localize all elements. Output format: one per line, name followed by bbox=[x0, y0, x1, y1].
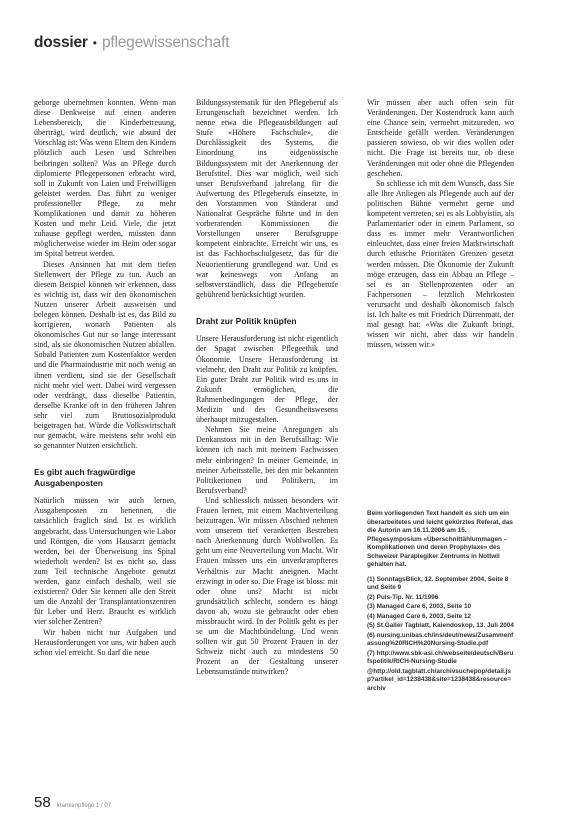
paragraph: Und schliesslich müssen besonders wir Frauen lernen, mit einem Machtverteilung beizutragen. Wir müssen Abschied nehmen vom unserem tief verankerten Bestreben nach Anerkennung durch Wohlwollen. Es geht um eine Neuverteilung von Macht. Wir Frauen müssen uns ein unverkrampfteres Verhältnis zur Macht aneignen. Macht erzwingt in oder so. Die Frage ist bloss: mit oder ohne uns? Macht ist nicht grundsätzlich schlecht, sondern es hängt davon ab, wozu sie gebraucht oder eben missbraucht wird. In der Politik geht es per se um die Machtbündelung. Und wenn sollten wir gut 50 Prozent Frauen in der Schweiz nicht auch zu mindestens 50 Prozent an der Gestaltung unserer Lebensumstände mitwirken? bbox=[196, 495, 338, 677]
page-header bbox=[34, 34, 454, 54]
footnote-item: (5) St.Galler Tagblatt, Kaiendoskop, 13. Juli 2004 bbox=[367, 622, 514, 629]
footnote-item: (1) SonntagsBlick, 12. September 2004, Seite 8 und Seite 9 bbox=[367, 575, 509, 591]
paragraph: Nehmen Sie meine Anregungen als Denkanstoss mit in den Berufsalltag: Wie können ich nach mit meinem Fachwissen mehr einbringen? In meiner Gemeinde, in meiner Arbeitsstelle, bei den mir bekannten Politikerinnen und Politikern, im Berufsverband? bbox=[196, 425, 338, 495]
paragraph: Dieses Ansinnen hat mit dem tiefen Stellenwert der Pflege zu tun. Auch an diesem Beispiel können wir erkennen, dass es wichtig ist, dass wir den ökonomischen Nutzen unserer Arbeit ausweisen und belegen können. Deshalb ist es, das Bild zu korrigieren, wonach Patienten als ökonomisches Gut nur so lange interessant sind, als sie ökonomischen Nutzen abfallen. Sobald Patienten zum Kostenfaktor werden und die Pharmaindustrie mit noch wenig an ihnen verdient, sind sie der Gesellschaft nicht mehr viel wert. Dabei wird vergessen oder verdrängt, dass dieselbe Patientin, derselbe Kranke oft in den früheren Jahren sehr viel zum Bruttosozialprodukt beigetragen hat. Würde die Volkswirtschaft nur gemacht, wäre meistens sehr wohl ein so genannter Nutzen ersichtlich. bbox=[34, 259, 176, 451]
paragraph: Natürlich müssen wir auch lernen, Ausgabenposten zu benennen, die tatsächlich fraglich sind. Ist es wirklich angebracht, dass Untersuchungen wie Labor und Röntgen, die vom Hausarzt gemacht werden, bei der Überweisung ins Spital wiederholt werden? Ist es nicht so, dass zum Teil technische Angebote genutzt werden, ganz einfach deshalb, weil sie existieren? Oder Sie kennen alle den Streit um die Anzahl der Transplantationszentren für Leber und Herz. Braucht es wirklich vier solcher Zentren? bbox=[34, 496, 176, 627]
page-footer bbox=[34, 794, 334, 810]
footnote-list bbox=[367, 576, 514, 694]
section-label: dossier bbox=[34, 34, 88, 51]
footnote-item: (6) nursing.unibas.ch/ins/deut/news/Zusammenfassung%20RICH%20Nursing-Studie.pdf bbox=[367, 631, 514, 647]
subheading: Es gibt auch fragwürdige Ausgabenposten bbox=[34, 467, 136, 488]
footnote-item: (3) Managed Care 6, 2003, Seite 10 bbox=[367, 603, 472, 610]
footnote-item: @http://old.tagblatt.ch/archivsuchepop/detail.jsp?artikel_id=1238438&site=1238438&resource=archiv bbox=[367, 667, 512, 692]
footnote-item: (2) Puls-Tip. Nr. 11/1996 bbox=[367, 593, 439, 601]
paragraph: Wir haben nicht nur Aufgaben und Herausforderungen vor uns, wir haben auch schon viel erreicht. So darf die neue bbox=[34, 627, 176, 657]
paragraph: So schliesse ich mit dem Wunsch, dass Sie alle Ihre Anliegen als Pflegende auch auf der politischen Bühne vermehrt gerne und kompetent vertreten, sei es als Lobbyistin, als Parlamentarier oder in einem Parlament, so dass es immer mehr Verantwortlichen einleuchtet, dass einer freien Marktwirtschaft durch ethische Prioritäten Grenzen gesetzt werden müssen. Die Ökonomie der Zukunft möge erzeugen, dass ein Abbau an Pflege – sei es an Stellenprozenten oder an Fachpersonen – letztlich Mehrkosten verursacht und deshalb ökonomisch falsch ist. Ich halte es mit Friedrich Dürrenmatt, der mal gesagt hat: «Was die Zukunft bringt, wissen wir nicht, aber dass wir handeln müssen, wissen wir.» bbox=[367, 178, 514, 350]
footnote-item: (4) Managed Care 6, 2003, Seite 12 bbox=[367, 612, 472, 620]
paragraph: Bildungssystematik für den Pflegeberuf als Errungenschaft bezeichnet werden. Ich nenne etwa die Pflegeausbildungen auf Stufe «Höhere Fachschule», die Durchlässigkeit des Systems, die Einordnung ins eidgenössische Bildungssystem mit der Anerkennung der Berufstitel. Dies war möglich, weil sich unser Berufsverband jahrelang für die Aufwertung des Pflegeberufs einsetzte, in den Vorstammen von Ständerat und Nationalrat Gespräche führte und in den vorberatenden Kommissionen die Vorstellungen unserer Berufsgruppe kompetent einbrachte. Erreicht wir uns, es ist das Fachhochschulgesetz, das für die Neuorientierung grundlegend war. Und es war keineswegs von Anfang an selbstverständlich, dass die Pflegeberufe gebührend berücksichtigt wurden. bbox=[196, 98, 338, 299]
subheading: Draht zur Politik knüpfen bbox=[196, 315, 297, 326]
page-number: 58 bbox=[34, 794, 51, 811]
journal-reference: krankenpflege 1 / 07 bbox=[56, 803, 112, 809]
header-bullet: • bbox=[92, 36, 97, 50]
topic-label: pflegewissenschaft bbox=[101, 34, 230, 51]
text-column-2 bbox=[196, 98, 338, 788]
text-column-3 bbox=[367, 98, 514, 378]
paragraph: geborge ubernehmen konnten. Wenn man diese Denkweise auf einen anderen Lebensbereich, die Kinderbetreuung, überträgt, wird deutlich, wie absurd der Vorschlag ist: Was wenn Eltern den Kindern plötzlich auch Lesen und Schreiben beibringen sollten? Was an Pflege durch diplomierte Pflegepersonen erbracht wird, soll in Zukunft von Laien und Freiwilligen geleistet werden. Das führt zu weniger professioneller Pflege, zu mehr Komplikationen und damit zu höheren Kosten und mehr Leid. Viele, die jetzt zuhause gepflegt werden, müssten dann möglicherweise wieder im Heim oder sogar im Spital betreut werden. bbox=[34, 98, 176, 259]
infobox-intro: Beim vorliegenden Text handelt es sich um ein überarbeitetes und leicht gekürztes Referat, das die Autorin am 16.11.2006 am 15. Pflegesymposium «Überschnittählummagen – Komplikationen und deren Prophylaxe» des Schweizer Paraplegiker Zentrums in Nottwil gehalten hat. bbox=[367, 510, 513, 568]
source-infobox bbox=[367, 510, 514, 710]
text-column-1 bbox=[34, 98, 176, 788]
paragraph: Unsere Herausforderung ist nicht eigentlich der Spagat zwischen Pflegeethik und Ökonomie. Unsere Herausforderung ist vielmehr, den Draht zur Politik zu knüpfen. Ein guter Draht zur Politik wird es uns in Zukunft ermöglichen, die Rahmenbedingungen der Pflege, der Medizin und des Gesundheitswesens überhaupt mitzugestalten. bbox=[196, 334, 338, 425]
footnote-item: (7) http://www.sbk-asi.ch/webseite/deutsch/Berufspolitik/RICH-Nursing-Studie bbox=[367, 649, 514, 665]
paragraph: Wir müssen aber auch offen sein für Veränderungen. Der Kostendruck kann auch eine Chance sein, vermehrt mitzureden, wo Entscheide gefällt werden. Veränderungen passieren sowieso, ob wir dies wollen oder nicht. Die Frage ist bereits nur, ob diese Veränderungen mit oder ohne die Pflegenden geschehen. bbox=[367, 98, 514, 178]
